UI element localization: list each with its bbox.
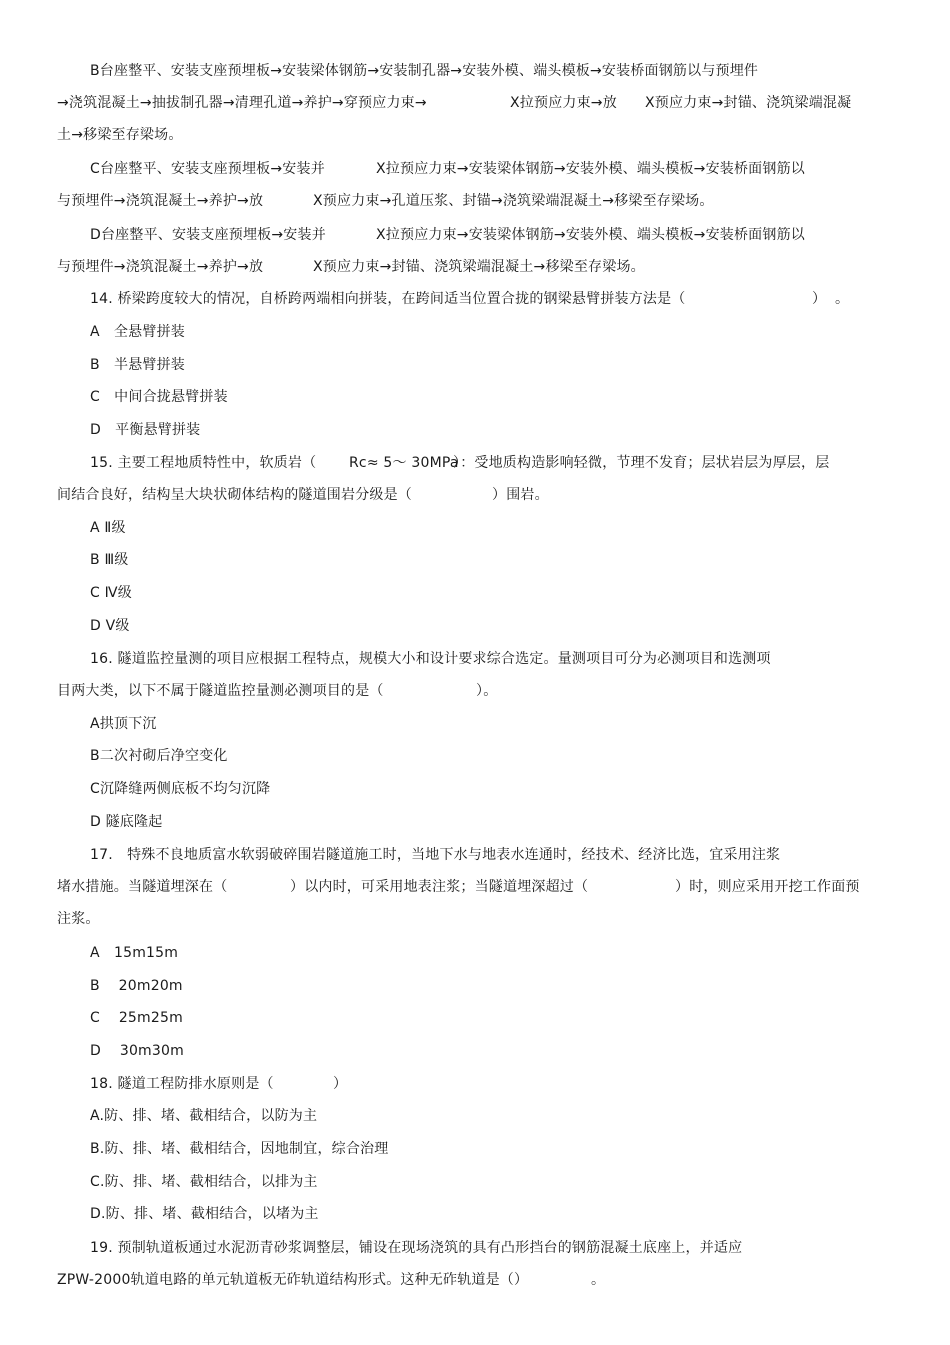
- question-15: 间结合良好，结构呈大块状砌体结构的隧道围岩分级是（: [57, 487, 412, 503]
- question-16: 16. 隧道监控量测的项目应根据工程特点，规模大小和设计要求综合选定。量测项目可分为必测项目和选测项: [90, 651, 771, 667]
- q16-option-d: D 隧底隆起: [90, 814, 163, 830]
- question-19: 19. 预制轨道板通过水泥沥青砂浆调整层，铺设在现场浇筑的具有凸形挡台的钢筋混凝土底座上，并适应: [90, 1240, 743, 1256]
- option-c-text: X预应力束→孔道压浆、封锚→浇筑梁端混凝土→移梁至存梁场。: [313, 193, 714, 209]
- q17-option-a: A 15m15m: [90, 945, 179, 961]
- question-14: 14. 桥梁跨度较大的情况，自桥跨两端相向拼装，在跨间适当位置合拢的钢梁悬臂拼装方法是（: [90, 291, 686, 307]
- q14-option-c: C 中间合拢悬臂拼装: [90, 389, 228, 405]
- option-d-text: X拉预应力束→安装梁体钢筋→安装外模、端头模板→安装桥面钢筋以: [376, 227, 805, 243]
- option-d-text: D台座整平、安装支座预埋板→安装并: [90, 227, 326, 243]
- option-b-text: X预应力束→封锚、浇筑梁端混凝: [645, 95, 852, 111]
- question-17: 堵水措施。当隧道埋深在（: [57, 879, 228, 895]
- q15-option-a: A Ⅱ级: [90, 520, 126, 536]
- option-c-text: C台座整平、安装支座预埋板→安装并: [90, 161, 325, 177]
- question-19: 。: [591, 1272, 606, 1288]
- q15-option-c: C Ⅳ级: [90, 585, 132, 601]
- question-15: ）：受地质构造影响轻微，节理不发育；层状岩层为厚层，层: [453, 455, 830, 471]
- option-b-text: 土→移梁至存梁场。: [57, 127, 183, 143]
- q16-option-c: C沉降缝两侧底板不均匀沉降: [90, 781, 271, 797]
- q18-option-c: C.防、排、堵、截相结合，以排为主: [90, 1174, 318, 1190]
- question-17: ）以内时，可采用地表注浆；当隧道埋深超过（: [290, 879, 589, 895]
- option-b-text: X拉预应力束→放: [510, 95, 617, 111]
- question-15-formula: Rc≈ 5～ 30MPa: [349, 455, 459, 471]
- question-15: 15. 主要工程地质特性中，软质岩（: [90, 455, 317, 471]
- option-d-text: X预应力束→封锚、浇筑梁端混凝土→移梁至存梁场。: [313, 259, 645, 275]
- q18-option-d: D.防、排、堵、截相结合，以堵为主: [90, 1206, 319, 1222]
- q15-option-d: D Ⅴ级: [90, 618, 130, 634]
- question-19: ZPW-2000轨道电路的单元轨道板无砟轨道结构形式。这种无砟轨道是（）: [57, 1272, 529, 1288]
- question-16: ）。: [476, 683, 498, 699]
- q17-option-c: C 25m25m: [90, 1010, 183, 1026]
- question-18: ）: [333, 1076, 348, 1092]
- option-c-text: X拉预应力束→安装梁体钢筋→安装外模、端头模板→安装桥面钢筋以: [376, 161, 805, 177]
- question-17: ）时，则应采用开挖工作面预: [675, 879, 860, 895]
- q18-option-a: A.防、排、堵、截相结合，以防为主: [90, 1108, 318, 1124]
- q18-option-b: B.防、排、堵、截相结合，因地制宜，综合治理: [90, 1141, 389, 1157]
- question-14-bracket: ）: [812, 291, 827, 307]
- question-14-period: 。: [835, 291, 850, 307]
- question-17: 17. 特殊不良地质富水软弱破碎围岩隧道施工时，当地下水与地表水连通时，经技术、经济比选，宜采用注浆: [90, 847, 781, 863]
- q14-option-d: D 平衡悬臂拼装: [90, 422, 201, 438]
- question-18: 18. 隧道工程防排水原则是（: [90, 1076, 274, 1092]
- option-b-text: →浇筑混凝土→抽拔制孔器→清理孔道→养护→穿预应力束→: [57, 95, 427, 111]
- question-16: 目两大类，以下不属于隧道监控量测必测项目的是（: [57, 683, 384, 699]
- question-15: ）围岩。: [492, 487, 549, 503]
- option-b-text: B台座整平、安装支座预埋板→安装梁体钢筋→安装制孔器→安装外模、端头模板→安装桥面钢筋以与预埋件: [90, 63, 759, 79]
- q16-option-b: B二次衬砌后净空变化: [90, 748, 228, 764]
- question-17: 注浆。: [57, 911, 100, 927]
- q14-option-a: A 全悬臂拼装: [90, 324, 185, 340]
- option-d-text: 与预埋件→浇筑混凝土→养护→放: [57, 259, 264, 275]
- option-c-text: 与预埋件→浇筑混凝土→养护→放: [57, 193, 264, 209]
- q17-option-b: B 20m20m: [90, 978, 183, 994]
- q17-option-d: D 30m30m: [90, 1043, 184, 1059]
- q16-option-a: A拱顶下沉: [90, 716, 157, 732]
- q15-option-b: B Ⅲ级: [90, 552, 129, 568]
- q14-option-b: B 半悬臂拼装: [90, 357, 186, 373]
